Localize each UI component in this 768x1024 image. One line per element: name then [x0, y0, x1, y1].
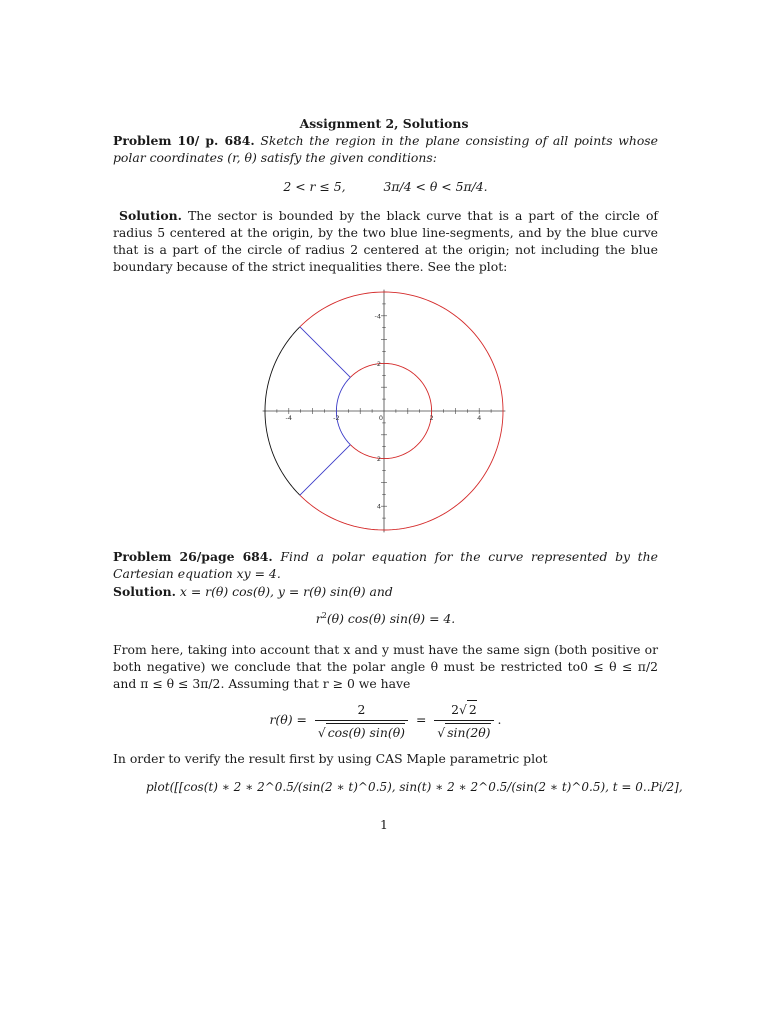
problem-26-solution	[113, 583, 658, 600]
problem-10-label: Problem 10/ p. 684.	[113, 133, 255, 148]
maple-code: plot([[cos(t) ∗ 2 ∗ 2^0.5/(sin(2 ∗ t)^0.5), sin(t) ∗ 2 ∗ 2^0.5/(sin(2 ∗ t)^0.5), t = 0..Pi/2],	[146, 780, 683, 794]
problem-26-text: Find a polar equation for the curve represented by the Cartesian equation xy = 4.	[113, 549, 658, 581]
solution-label: Solution.	[119, 208, 182, 223]
problem-26-statement	[113, 548, 658, 582]
y-tick-label: -4	[374, 312, 381, 321]
condition-r: 2 < r ≤ 5,	[283, 179, 346, 194]
solution-label: Solution.	[113, 584, 176, 599]
problem-26-paragraph: From here, taking into account that x and y must have the same sign (both positive or both negative) we conclude that the polar angle θ must be restricted to0 ≤ θ ≤ π/2 and π ≤ θ ≤ 3π/2. Assuming that r ≥ 0 we have	[113, 642, 658, 691]
problem-10-statement	[113, 132, 658, 166]
equation-polar-solution: r(θ) = $\frac{2}{√ \cos(\theta) \sin(\theta)}$ = $\frac{2√ 2}{√ \sin(2\theta)}$ .	[269, 701, 502, 740]
curve-blue-segment	[300, 327, 351, 378]
y-tick-label: -2	[374, 359, 381, 368]
y-tick-label: 4	[376, 502, 381, 511]
problem-10-text: Sketch the region in the plane consisting of all points whose polar coordinates (r, θ) satisfy the given conditions:	[113, 133, 658, 165]
solution-text: x = r(θ) cos(θ), y = r(θ) sin(θ) and	[179, 584, 393, 599]
x-tick-label: 0	[378, 414, 384, 422]
curve-blue-segment	[300, 445, 351, 496]
x-tick-label: 4	[477, 414, 482, 422]
fraction-one: $\frac{2}{√ \cos(\theta) \sin(\theta)}$	[315, 701, 408, 741]
polar-region-plot	[258, 287, 510, 535]
x-tick-label: -2	[333, 414, 340, 422]
page-number: 1	[380, 817, 388, 832]
problem-10-solution	[113, 207, 658, 275]
condition-theta: 3π/4 < θ < 5π/4.	[383, 179, 488, 194]
equation-polar-product: $r^2(\theta)$ cos(θ) sin(θ) = 4.	[315, 611, 456, 626]
problem-26-verify-text: In order to verify the result first by using CAS Maple parametric plot	[113, 751, 548, 766]
problem-26-label: Problem 26/page 684.	[113, 549, 273, 564]
problem-10-conditions	[113, 178, 658, 195]
x-tick-label: 2	[429, 414, 434, 422]
solution-text: The sector is bounded by the black curve that is a part of the circle of radius 5 centered at the origin, by the two blue line-segments, and by the blue curve that is a part of the circle of radius 2 centered at the origin; not including the blue boundary because of the strict inequalities there. See the plot:	[113, 208, 658, 274]
fraction-two: $\frac{2√ 2}{√ \sin(2\theta)}$	[434, 700, 493, 741]
y-tick-label: 2	[376, 455, 381, 464]
x-tick-label: -4	[285, 414, 293, 422]
page-title: Assignment 2, Solutions	[299, 116, 469, 131]
